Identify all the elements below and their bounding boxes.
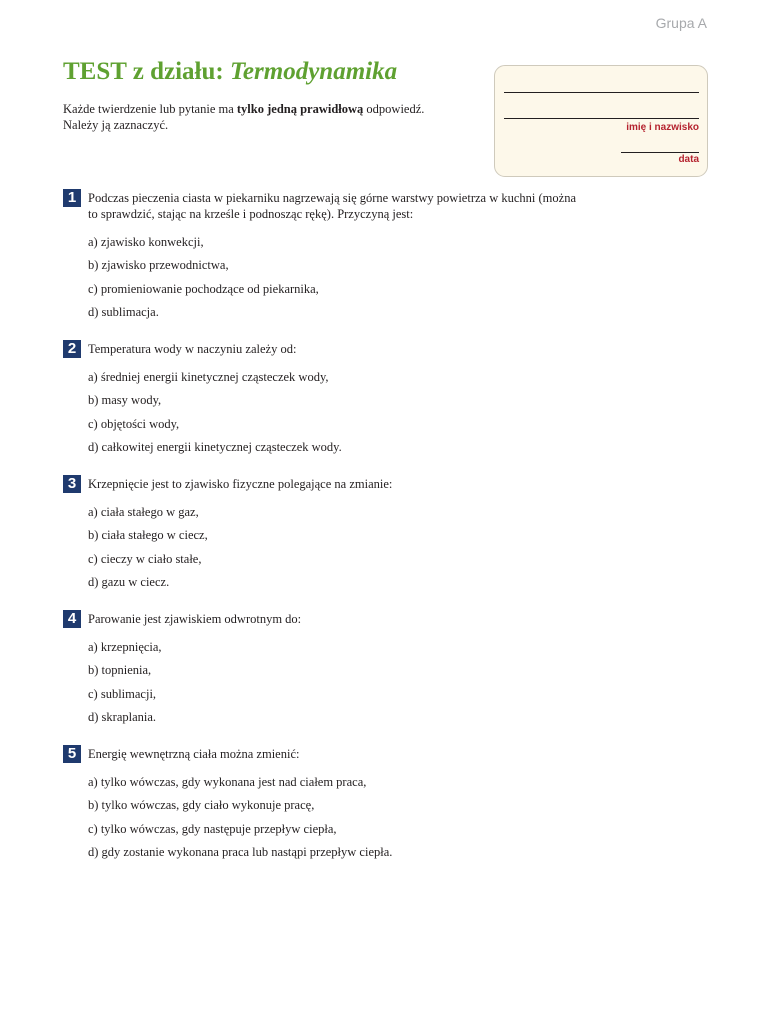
- question-number-badge: 3: [63, 475, 81, 493]
- question-text: Energię wewnętrzną ciała można zmienić:: [88, 747, 300, 761]
- name-line-1[interactable]: [504, 92, 699, 93]
- answer-list: [88, 234, 583, 320]
- question-5: [63, 745, 583, 867]
- date-label: data: [678, 154, 699, 165]
- name-line-2[interactable]: [504, 118, 699, 119]
- answer-option-c[interactable]: c) cieczy w ciało stałe,: [88, 551, 202, 566]
- instructions-text-1: Każde twierdzenie lub pytanie ma: [63, 102, 237, 116]
- title-prefix: TEST z działu:: [63, 58, 230, 85]
- answer-option-a[interactable]: a) zjawisko konwekcji,: [88, 235, 204, 249]
- answer-option-b[interactable]: b) masy wody,: [88, 393, 162, 408]
- answer-option-c[interactable]: c) tylko wówczas, gdy następuje przepływ ciepła,: [88, 821, 337, 836]
- group-label: Grupa A: [655, 15, 707, 31]
- answer-option-b[interactable]: b) topnienia,: [88, 663, 152, 678]
- question-number-badge: 5: [63, 745, 81, 763]
- answer-option-d[interactable]: d) sublimacja.: [88, 304, 159, 319]
- question-number-badge: 1: [63, 189, 81, 207]
- answer-option-c[interactable]: c) objętości wody,: [88, 416, 180, 431]
- name-date-box: [494, 65, 708, 177]
- instructions-text-3: Należy ją zaznaczyć.: [63, 118, 169, 132]
- answer-option-c[interactable]: c) sublimacji,: [88, 686, 157, 701]
- answer-list: [88, 639, 583, 725]
- title-subject: Termodynamika: [229, 58, 398, 85]
- question-text: Krzepnięcie jest to zjawisko fizyczne polegające na zmianie:: [88, 477, 393, 491]
- answer-option-a[interactable]: a) średniej energii kinetycznej cząsteczek wody,: [88, 370, 329, 384]
- instructions-emphasis: tylko jedną prawidłową: [236, 102, 364, 116]
- question-text: Podczas pieczenia ciasta w piekarniku nagrzewają się górne warstwy powietrza w kuchni (można to sprawdzić, stając na krześle i podnosząc rękę). Przyczyną jest:: [88, 191, 576, 221]
- answer-option-d[interactable]: d) skraplania.: [88, 709, 157, 724]
- page-title: [63, 58, 397, 86]
- answer-option-d[interactable]: d) całkowitej energii kinetycznej cząsteczek wody.: [88, 439, 342, 454]
- question-text: Parowanie jest zjawiskiem odwrotnym do:: [88, 612, 302, 626]
- instructions: [63, 101, 483, 133]
- answer-list: [88, 504, 583, 590]
- answer-option-b[interactable]: b) zjawisko przewodnictwa,: [88, 258, 229, 273]
- name-label: imię i nazwisko: [626, 122, 699, 133]
- answer-option-a[interactable]: a) tylko wówczas, gdy wykonana jest nad ciałem praca,: [88, 775, 367, 789]
- question-text: Temperatura wody w naczyniu zależy od:: [88, 342, 297, 356]
- answer-list: [88, 369, 583, 455]
- answer-option-b[interactable]: b) ciała stałego w ciecz,: [88, 528, 208, 543]
- date-line[interactable]: [621, 152, 699, 153]
- instructions-text-2: odpowiedź.: [363, 102, 425, 116]
- answer-option-a[interactable]: a) krzepnięcia,: [88, 640, 162, 654]
- answer-option-c[interactable]: c) promieniowanie pochodzące od piekarnika,: [88, 281, 319, 296]
- question-4: [63, 610, 583, 732]
- question-number-badge: 2: [63, 340, 81, 358]
- answer-list: [88, 774, 583, 860]
- question-number-badge: 4: [63, 610, 81, 628]
- answer-option-b[interactable]: b) tylko wówczas, gdy ciało wykonuje pracę,: [88, 798, 315, 813]
- question-2: [63, 340, 583, 462]
- answer-option-d[interactable]: d) gdy zostanie wykonana praca lub nastąpi przepływ ciepła.: [88, 844, 393, 859]
- answer-option-a[interactable]: a) ciała stałego w gaz,: [88, 505, 199, 519]
- answer-option-d[interactable]: d) gazu w ciecz.: [88, 574, 170, 589]
- question-3: [63, 475, 583, 597]
- question-1: [63, 189, 583, 327]
